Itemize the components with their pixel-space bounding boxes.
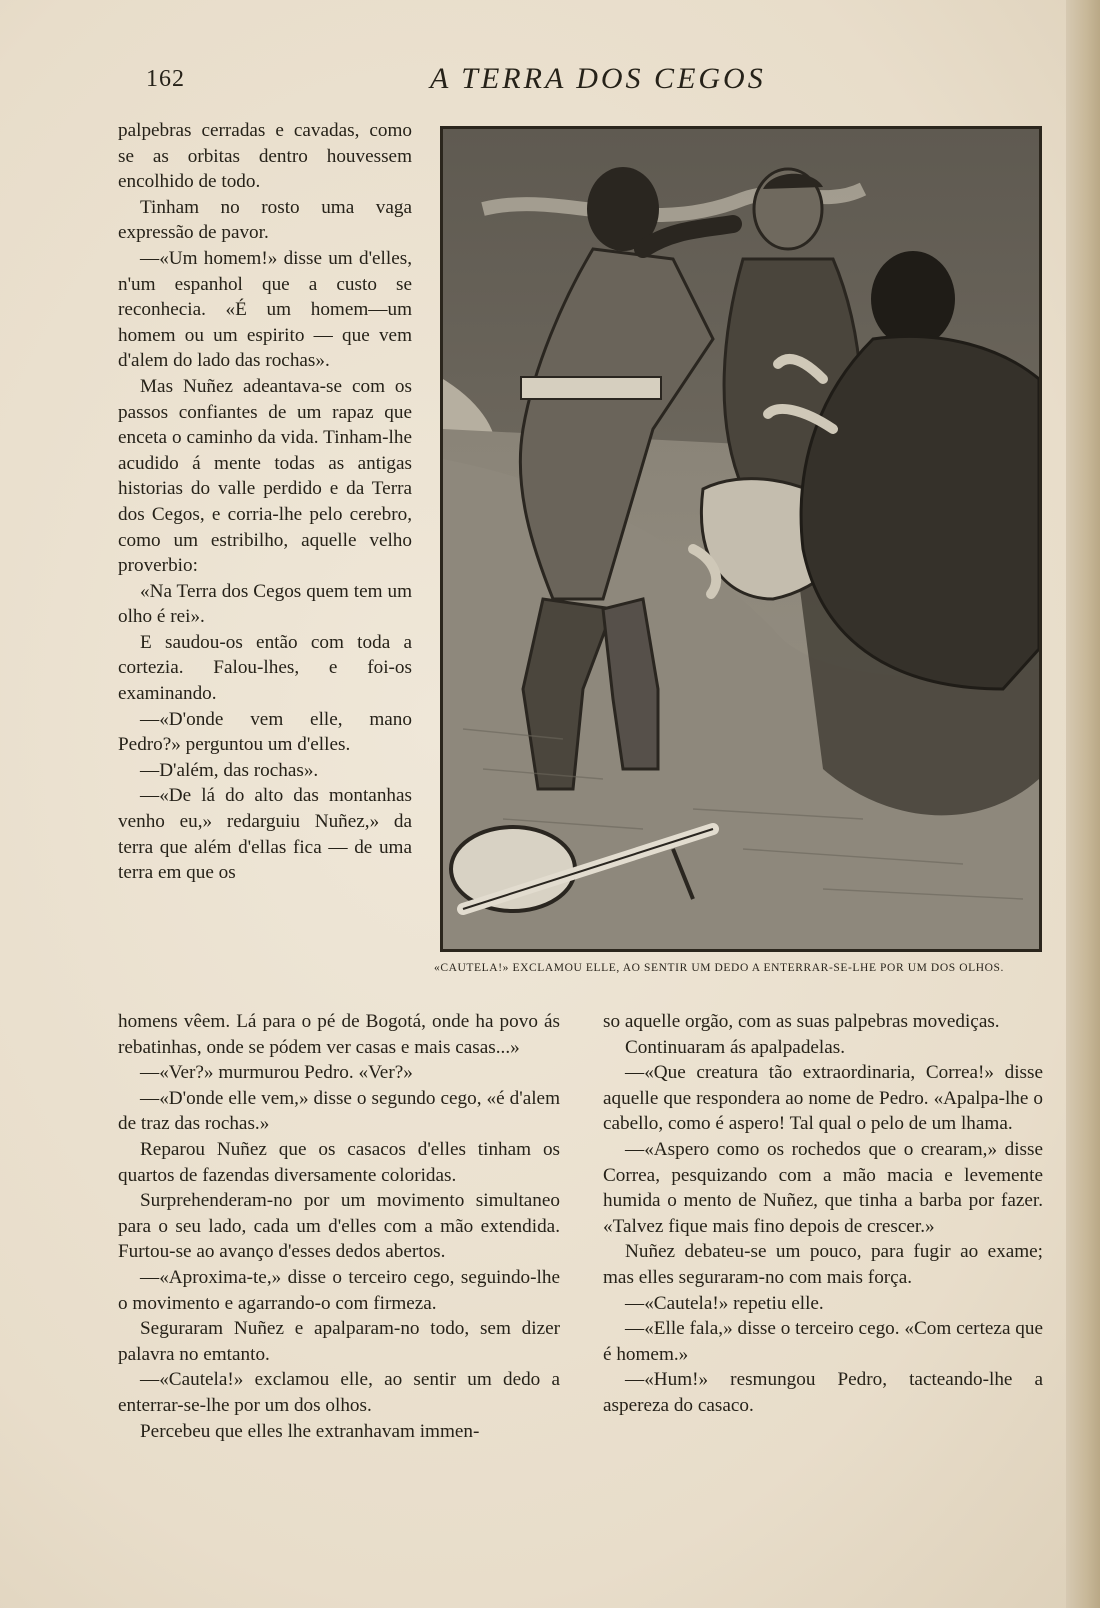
paragraph: homens vêem. Lá para o pé de Bogotá, onde ha povo ás rebatinhas, onde se pódem ver casas e mais casas...» [118, 1011, 560, 1058]
paragraph: —D'além, das rochas». [140, 759, 319, 781]
paragraph: —«Cautela!» repetiu elle. [625, 1292, 824, 1314]
paragraph: Continuaram ás apalpadelas. [625, 1036, 846, 1058]
paragraph: Seguraram Nuñez e apalparam-no todo, sem dizer palavra no emtanto. [118, 1318, 560, 1365]
paragraph: Percebeu que elles lhe extranhavam immen- [140, 1420, 480, 1442]
paragraph: Mas Nuñez adeantava-se com os passos confiantes de um rapaz que enceta o caminho da vida. Tinham-lhe acudido á mente todas as antigas historias do valle perdido e da Terra dos Cegos, e corria-lhe pelo cerebro, como um estribilho, aquelle velho proverbio: [118, 375, 412, 577]
figure-caption: «CAUTELA!» EXCLAMOU ELLE, AO SENTIR UM DEDO A ENTERRAR-SE-LHE POR UM DOS OLHOS. [434, 962, 1005, 974]
engraving-illustration-icon [443, 129, 1039, 949]
paragraph: E saudou-os então com toda a cortezia. Falou-lhes, e foi-os examinando. [118, 631, 412, 705]
paragraph: so aquelle orgão, com as suas palpebras movediças. [603, 1011, 1000, 1032]
running-head [140, 62, 1040, 102]
page-number: 162 [146, 66, 185, 92]
paragraph: —«Elle fala,» disse o terceiro cego. «Com certeza que é homem.» [603, 1318, 1043, 1365]
paragraph: —«Que creatura tão extraordinaria, Correa!» disse aquelle que respondera ao nome de Pedro. «Apalpa-lhe o cabello, como é aspero! Tal qual o pelo de um lhama. [603, 1062, 1043, 1135]
right-bottom-column [603, 1009, 1043, 1419]
left-bottom-column [118, 1009, 560, 1444]
running-title: A TERRA DOS CEGOS [430, 62, 766, 95]
paragraph: —«D'onde elle vem,» disse o segundo cego, «é d'alem de traz das rochas.» [118, 1087, 560, 1135]
paragraph: «Na Terra dos Cegos quem tem um olho é rei». [118, 580, 412, 628]
paragraph: Reparou Nuñez que os casacos d'elles tinham os quartos de fazendas diversamente coloridas. [118, 1138, 560, 1186]
illustration [440, 126, 1042, 952]
paragraph: —«De lá do alto das montanhas venho eu,» redarguiu Nuñez,» da terra que além d'ellas fica — de uma terra em que os [118, 785, 412, 884]
paragraph: —«Um homem!» disse um d'elles, n'um espanhol que a custo se reconhecia. «É um homem—um homem ou um espirito — que vem d'alem do lado das rochas». [118, 247, 412, 372]
paragraph: Nuñez debateu-se um pouco, para fugir ao exame; mas elles seguraram-no com mais força. [603, 1241, 1043, 1288]
page-edge-shadow [1066, 0, 1100, 1608]
paragraph: Tinham no rosto uma vaga expressão de pavor. [118, 196, 412, 244]
paragraph: Surprehenderam-no por um movimento simultaneo para o seu lado, cada um d'elles com a mão extendida. Furtou-se ao avanço d'esses dedos abertos. [118, 1190, 560, 1263]
paragraph: —«D'onde vem elle, mano Pedro?» perguntou um d'elles. [118, 708, 412, 756]
paragraph: palpebras cerradas e cavadas, como se as orbitas dentro houvessem encolhido de todo. [118, 120, 412, 193]
paragraph: —«Ver?» murmurou Pedro. «Ver?» [140, 1062, 413, 1084]
left-top-column [118, 118, 412, 886]
paragraph: —«Cautela!» exclamou elle, ao sentir um dedo a enterrar-se-lhe por um dos olhos. [118, 1369, 560, 1416]
paragraph: —«Hum!» resmungou Pedro, tacteando-lhe a aspereza do casaco. [603, 1369, 1043, 1416]
paragraph: —«Aproxima-te,» disse o terceiro cego, seguindo-lhe o movimento e agarrando-o com firmeza. [118, 1266, 560, 1314]
paragraph: —«Aspero como os rochedos que o crearam,» disse Correa, pesquizando com a mão macia e levemente humida o mento de Nuñez, que tinha a barba por fazer. «Talvez fique mais fino depois de crescer.» [603, 1138, 1043, 1237]
